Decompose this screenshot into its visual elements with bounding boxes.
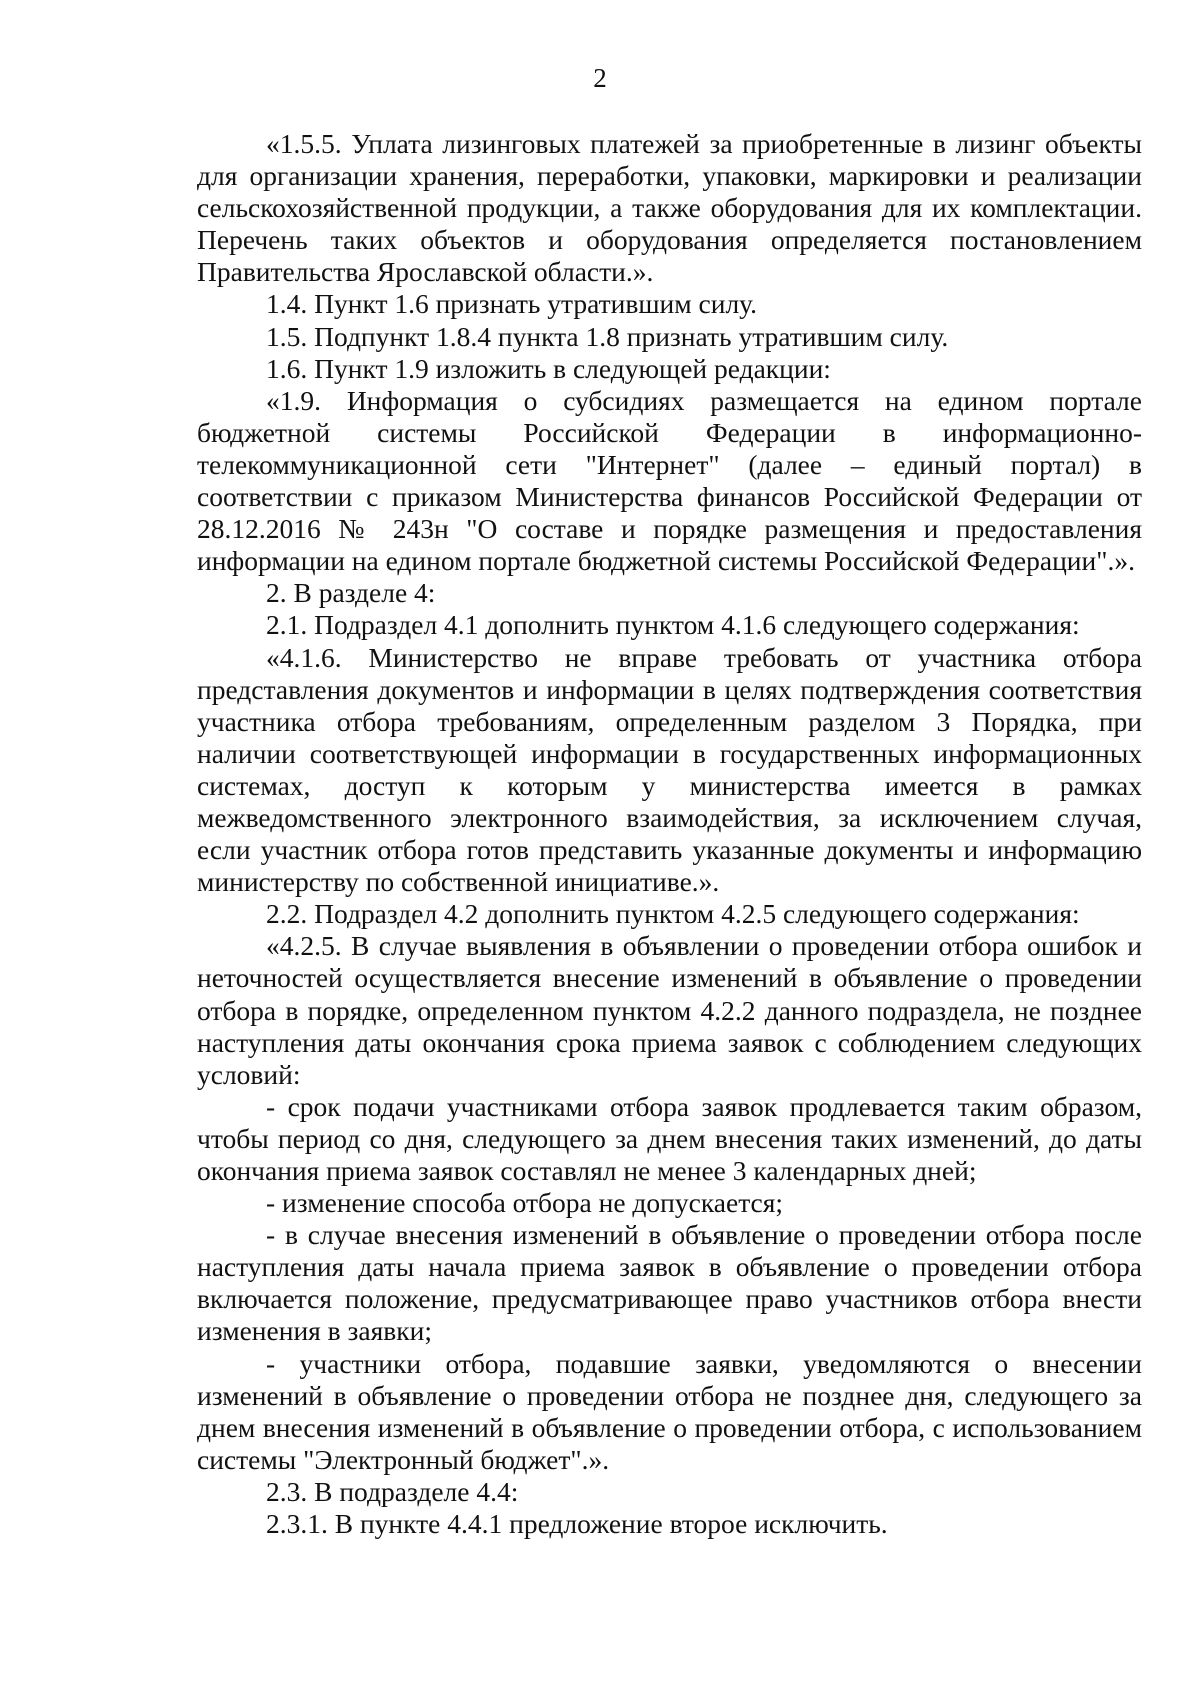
paragraph: 2.1. Подраздел 4.1 дополнить пунктом 4.1.6 следующего содержания:: [266, 609, 1080, 641]
page-number: 2: [593, 63, 607, 93]
paragraph: «1.9. Информация о субсидиях размещается на едином портале бюджетной системы Российской Федерации в информационно-телекоммуникационной сети "Интернет" (далее – единый портал) в соответствии с приказом Министерства финансов Российской Федерации от 28.12.2016 № 243н "О составе и порядке размещения и предоставления информации на едином портале бюджетной системы Российской Федерации".».: [197, 384, 1142, 577]
paragraph: - срок подачи участниками отбора заявок продлевается таким образом, чтобы период со дня, следующего за днем внесения таких изменений, до даты окончания приема заявок составлял не менее 3 календарных дней;: [197, 1090, 1142, 1186]
paragraph: 2.3. В подразделе 4.4:: [266, 1475, 519, 1507]
paragraph: 2.3.1. В пункте 4.4.1 предложение второе исключить.: [266, 1508, 888, 1540]
paragraph: 1.6. Пункт 1.9 изложить в следующей редакции:: [266, 352, 831, 384]
paragraph: «1.5.5. Уплата лизинговых платежей за приобретенные в лизинг объекты для организации хранения, переработки, упаковки, маркировки и реализации сельскохозяйственной продукции, а также оборудования для их комплектации. Перечень таких объектов и оборудования определяется постановлением Правительства Ярославской области.».: [197, 128, 1142, 288]
paragraph: «4.1.6. Министерство не вправе требовать от участника отбора представления документов и информации в целях подтверждения соответствия участника отбора требованиям, определенным разделом 3 Порядка, при наличии соответствующей информации в государственных информационных системах, доступ к которым у министерства имеется в рамках межведомственного электронного взаимодействия, за исключением случая, если участник отбора готов представить указанные документы и информацию министерству по собственной инициативе.».: [197, 641, 1142, 898]
paragraph: 2. В разделе 4:: [266, 577, 436, 609]
paragraph: - изменение способа отбора не допускается;: [266, 1187, 784, 1219]
paragraph: - участники отбора, подавшие заявки, уведомляются о внесении изменений в объявление о проведении отбора не позднее дня, следующего за днем внесения изменений в объявление о проведении отбора, с использованием системы "Электронный бюджет".».: [197, 1347, 1142, 1475]
paragraph: 1.4. Пункт 1.6 признать утратившим силу.: [266, 288, 758, 320]
paragraph: 1.5. Подпункт 1.8.4 пункта 1.8 признать утратившим силу.: [266, 320, 949, 352]
paragraph: - в случае внесения изменений в объявление о проведении отбора после наступления даты начала приема заявок в объявление о проведении отбора включается положение, предусматривающее право участников отбора внести изменения в заявки;: [197, 1219, 1142, 1347]
document-body: [197, 128, 1142, 1540]
paragraph: 2.2. Подраздел 4.2 дополнить пунктом 4.2.5 следующего содержания:: [266, 898, 1080, 930]
paragraph: «4.2.5. В случае выявления в объявлении о проведении отбора ошибок и неточностей осуществляется внесение изменений в объявление о проведении отбора в порядке, определенном пунктом 4.2.2 данного подраздела, не позднее наступления даты окончания срока приема заявок с соблюдением следующих условий:: [197, 930, 1142, 1090]
